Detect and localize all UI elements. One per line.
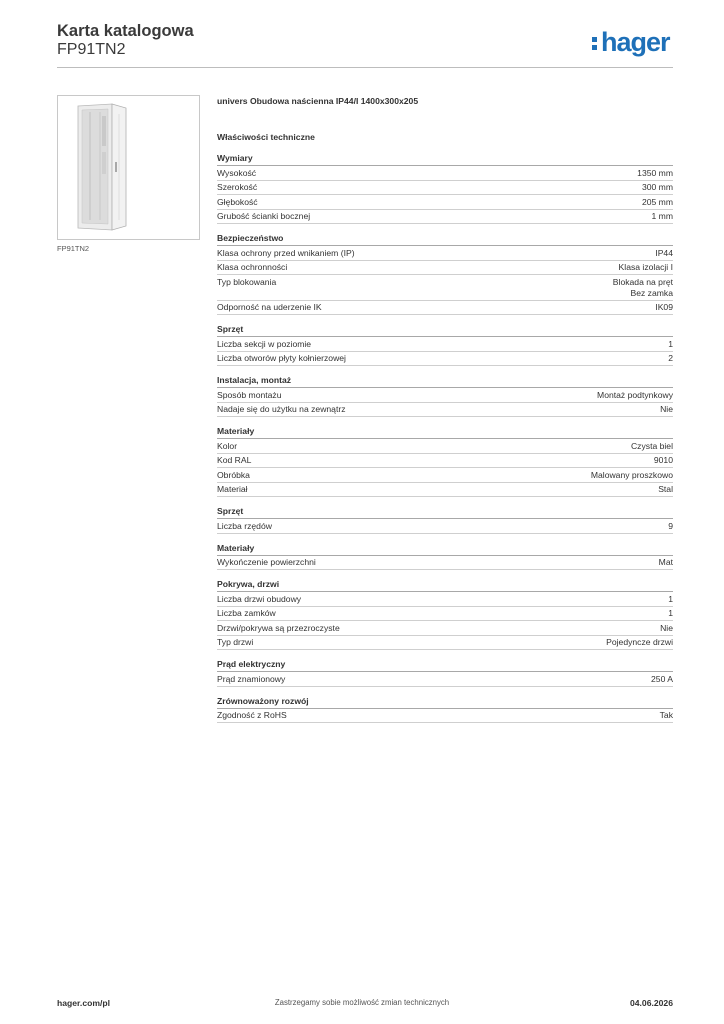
section-title: Pokrywa, drzwi (217, 577, 673, 592)
spec-value: IP44 (655, 247, 673, 258)
spec-value: 1 mm (651, 211, 673, 221)
spec-value: Czysta biel (630, 440, 673, 451)
spec-value: Pojedyncze drzwi (606, 637, 673, 647)
spec-row (217, 246, 673, 261)
spec-label: Obróbka (217, 469, 250, 480)
spec-label: Materiał (217, 484, 248, 494)
spec-label: Nadaje się do użytku na zewnątrz (217, 404, 346, 414)
header-divider (57, 67, 673, 68)
spec-row (217, 261, 673, 276)
spec-value: 1350 mm (637, 167, 673, 178)
hager-logo (592, 26, 670, 58)
spec-value: Mat (658, 557, 673, 567)
spec-label: Liczba sekcji w poziomie (217, 338, 312, 349)
spec-label: Prąd znamionowy (217, 673, 286, 684)
spec-value: 300 mm (641, 182, 673, 192)
spec-value: Nie (660, 622, 673, 633)
section-title: Sprzęt (217, 504, 673, 519)
spec-value: 1 (668, 608, 673, 618)
product-code: FP91TN2 (57, 41, 126, 58)
spec-label: Klasa ochronności (217, 262, 288, 272)
spec-row (217, 166, 673, 181)
spec-value: IK09 (655, 302, 673, 312)
spec-row (217, 388, 673, 403)
spec-value: 9010 (653, 455, 673, 465)
section-title: Zrównoważony rozwój (217, 694, 673, 709)
spec-section (217, 151, 673, 224)
spec-row (217, 592, 673, 607)
technical-properties-heading: Właściwości techniczne (217, 132, 315, 142)
spec-row (217, 672, 673, 687)
image-caption: FP91TN2 (57, 244, 90, 253)
spec-value: 205 mm (641, 196, 673, 207)
footer-notice: Zastrzegamy sobie możliwość zmian technicznych (274, 998, 450, 1007)
spec-label: Drzwi/pokrywa są przezroczyste (217, 622, 340, 633)
spec-row (217, 519, 673, 534)
spec-label: Liczba rzędów (217, 520, 272, 531)
spec-label: Odporność na uderzenie IK (217, 302, 322, 312)
product-image-frame (57, 95, 200, 240)
section-title: Instalacja, montaż (217, 373, 673, 388)
spec-label: Typ blokowania (217, 276, 277, 287)
spec-value: 250 A (651, 673, 673, 684)
section-title: Prąd elektryczny (217, 657, 673, 672)
product-image (64, 102, 193, 233)
spec-row (217, 621, 673, 636)
spec-value: Klasa izolacji I (618, 262, 673, 272)
spec-label: Kod RAL (217, 455, 252, 465)
spec-value: Malowany proszkowo (590, 469, 673, 480)
spec-row (217, 607, 673, 622)
spec-row (217, 301, 673, 316)
spec-label: Szerokość (217, 182, 258, 192)
section-title: Materiały (217, 424, 673, 439)
spec-value: 9 (668, 520, 673, 531)
spec-label: Liczba drzwi obudowy (217, 593, 302, 604)
spec-row (217, 275, 673, 301)
spec-value: 1 (668, 593, 673, 604)
spec-section (217, 541, 673, 571)
spec-row (217, 352, 673, 367)
spec-label: Sposób montażu (217, 389, 282, 400)
spec-label: Wysokość (217, 167, 257, 178)
spec-section (217, 373, 673, 417)
spec-value: Nie (660, 404, 673, 414)
spec-row (217, 454, 673, 469)
spec-label: Kolor (217, 440, 238, 451)
footer-date: 04.06.2026 (629, 998, 673, 1008)
spec-content (217, 94, 673, 723)
spec-row (217, 709, 673, 724)
spec-section (217, 322, 673, 366)
section-title: Materiały (217, 541, 673, 556)
spec-label: Wykończenie powierzchni (217, 557, 316, 567)
spec-row (217, 468, 673, 483)
spec-row (217, 181, 673, 196)
spec-row (217, 483, 673, 498)
spec-row (217, 636, 673, 651)
spec-label: Zgodność z RoHS (217, 710, 287, 720)
spec-section (217, 231, 673, 315)
spec-row (217, 337, 673, 352)
spec-row (217, 439, 673, 454)
spec-label: Typ drzwi (217, 637, 254, 647)
logo-text: hager (601, 27, 670, 57)
footer-website: hager.com/pl (57, 998, 111, 1008)
spec-value: Tak (659, 710, 673, 720)
spec-value: Montaż podtynkowy (597, 389, 673, 400)
spec-section (217, 694, 673, 724)
section-title: Wymiary (217, 151, 673, 166)
spec-section (217, 657, 673, 687)
spec-section (217, 504, 673, 534)
spec-row (217, 556, 673, 571)
section-title: Sprzęt (217, 322, 673, 337)
spec-row (217, 210, 673, 225)
spec-section (217, 424, 673, 497)
spec-section (217, 577, 673, 650)
spec-value: 1 (668, 338, 673, 349)
section-title: Bezpieczeństwo (217, 231, 673, 246)
spec-value: Stal (658, 484, 673, 494)
product-description: univers Obudowa naścienna IP44/I 1400x300x205 (217, 96, 419, 106)
spec-value: Blokada na pręt Bez zamka (612, 276, 673, 298)
spec-label: Liczba zamków (217, 608, 276, 618)
spec-row (217, 195, 673, 210)
spec-label: Liczba otworów płyty kołnierzowej (217, 353, 346, 363)
logo-colon-mark (592, 32, 600, 52)
spec-sections (217, 151, 673, 723)
spec-label: Klasa ochrony przed wnikaniem (IP) (217, 247, 355, 258)
spec-value: 2 (668, 353, 673, 363)
spec-label: Grubość ścianki bocznej (217, 211, 311, 221)
document-title: Karta katalogowa (57, 22, 194, 40)
spec-label: Głębokość (217, 196, 258, 207)
spec-row (217, 403, 673, 418)
